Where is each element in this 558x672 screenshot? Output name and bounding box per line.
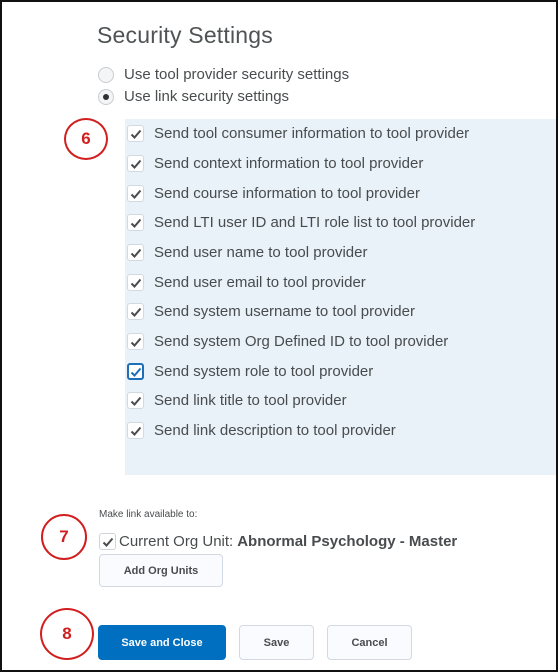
option-send-system-role[interactable]: [127, 363, 373, 380]
cancel-button[interactable]: Cancel: [327, 625, 412, 660]
checkmark-icon: [129, 305, 143, 319]
checkbox-focused[interactable]: [127, 363, 144, 380]
org-unit-prefix: Current Org Unit:: [119, 533, 234, 550]
option-send-tool-consumer-info[interactable]: [127, 125, 469, 142]
radio-label: Use link security settings: [124, 88, 290, 105]
radio-circle[interactable]: [98, 89, 114, 105]
checkmark-icon: [129, 424, 143, 438]
callout-badge: 8: [40, 608, 94, 660]
checkbox[interactable]: [127, 125, 144, 142]
checkmark-icon: [129, 157, 143, 171]
checkbox[interactable]: [127, 303, 144, 320]
save-button[interactable]: Save: [239, 625, 314, 660]
checkbox[interactable]: [127, 333, 144, 350]
option-label: Send system username to tool provider: [154, 303, 415, 320]
option-label: Send course information to tool provider: [154, 185, 420, 202]
option-label: Send system role to tool provider: [154, 363, 374, 380]
availability-label: Make link available to:: [99, 509, 198, 520]
checkbox[interactable]: [99, 533, 116, 550]
callout-badge: 6: [64, 118, 108, 160]
checkbox[interactable]: [127, 274, 144, 291]
checkmark-icon: [129, 246, 143, 260]
option-send-user-name[interactable]: [127, 244, 367, 261]
option-send-course-info[interactable]: [127, 185, 420, 202]
radio-label: Use tool provider security settings: [124, 66, 350, 83]
checkbox[interactable]: [127, 185, 144, 202]
checkmark-icon: [129, 394, 143, 408]
current-org-unit-option[interactable]: [99, 533, 457, 550]
checkbox[interactable]: [127, 214, 144, 231]
option-send-system-username[interactable]: [127, 303, 415, 320]
option-label: Send context information to tool provider: [154, 155, 424, 172]
page-title: Security Settings: [97, 22, 273, 48]
checkbox[interactable]: [127, 422, 144, 439]
save-and-close-button[interactable]: Save and Close: [98, 625, 226, 660]
option-label: Send user name to tool provider: [154, 244, 368, 261]
checkmark-icon: [101, 535, 115, 549]
option-label: Send system Org Defined ID to tool provider: [154, 333, 449, 350]
radio-circle[interactable]: [98, 67, 114, 83]
option-label: Send tool consumer information to tool provider: [154, 125, 470, 142]
checkmark-icon: [129, 365, 143, 379]
option-send-link-description[interactable]: [127, 422, 396, 439]
org-unit-name: Abnormal Psychology - Master: [237, 533, 458, 550]
option-send-user-email[interactable]: [127, 274, 366, 291]
radio-tool-provider-security[interactable]: [98, 66, 349, 83]
option-label: Send link title to tool provider: [154, 392, 347, 409]
option-send-lti-user-id[interactable]: [127, 214, 475, 231]
checkbox[interactable]: [127, 244, 144, 261]
option-send-context-info[interactable]: [127, 155, 423, 172]
checkmark-icon: [129, 216, 143, 230]
checkmark-icon: [129, 127, 143, 141]
option-send-org-defined-id[interactable]: [127, 333, 448, 350]
add-org-units-button[interactable]: Add Org Units: [99, 554, 223, 587]
option-send-link-title[interactable]: [127, 392, 347, 409]
option-label: Send user email to tool provider: [154, 274, 366, 291]
checkmark-icon: [129, 187, 143, 201]
checkmark-icon: [129, 335, 143, 349]
checkbox[interactable]: [127, 392, 144, 409]
radio-link-security[interactable]: [98, 88, 289, 105]
option-label: Send link description to tool provider: [154, 422, 396, 439]
checkmark-icon: [129, 276, 143, 290]
callout-badge: 7: [41, 514, 87, 560]
checkbox[interactable]: [127, 155, 144, 172]
option-label: Send LTI user ID and LTI role list to tool provider: [154, 214, 476, 231]
